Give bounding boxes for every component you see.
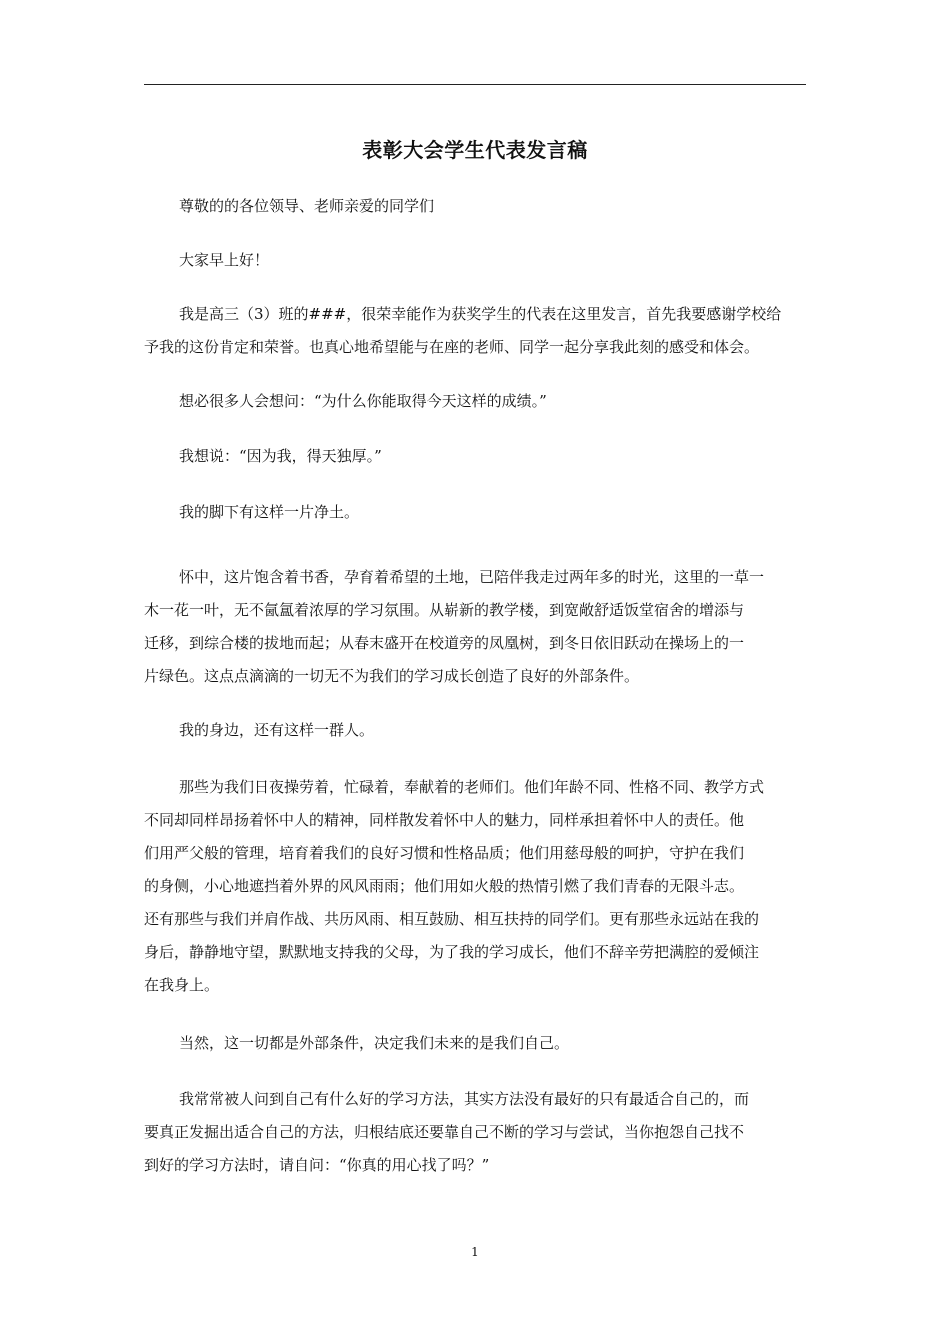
paragraph-ourselves — [144, 1027, 809, 1060]
page-number: 1 — [471, 1245, 479, 1259]
paragraph-line: 想必很多人会想问：“为什么你能取得今天这样的成绩。” — [179, 392, 547, 410]
paragraph-teachers — [144, 771, 809, 1002]
paragraph-line: 们用严父般的管理，培育着我们的良好习惯和性格品质；他们用慈母般的呵护，守护在我们 — [144, 844, 745, 862]
paragraph-line: 到好的学习方法时，请自问：“你真的用心找了吗？” — [144, 1156, 490, 1174]
paragraph-line: 我是高三（3）班的###，很荣幸能作为获奖学生的代表在这里发言，首先我要感谢学校给 — [179, 305, 782, 323]
paragraph-introduction — [144, 298, 809, 364]
paragraph-line: 在我身上。 — [144, 976, 220, 994]
paragraph-line: 我常常被人问到自己有什么好的学习方法，其实方法没有最好的只有最适合自己的，而 — [179, 1090, 750, 1108]
paragraph-line: 迁移，到综合楼的拔地而起；从春末盛开在校道旁的凤凰树，到冬日依旧跃动在操场上的一 — [144, 634, 745, 652]
paragraph-line: 我的身边，还有这样一群人。 — [179, 721, 375, 739]
paragraph-line: 要真正发掘出适合自己的方法，归根结底还要靠自己不断的学习与尝试，当你抱怨自己找不 — [144, 1123, 745, 1141]
paragraph-line: 大家早上好！ — [179, 251, 270, 269]
paragraph-line: 怀中，这片饱含着书香，孕育着希望的土地，已陪伴我走过两年多的时光，这里的一草一 — [179, 568, 765, 586]
paragraph-line: 片绿色。这点点滴滴的一切无不为我们的学习成长创造了良好的外部条件。 — [144, 667, 640, 685]
paragraph-good-morning — [144, 244, 809, 277]
paragraph-line: 的身侧，小心地遮挡着外界的风风雨雨；他们用如火般的热情引燃了我们青春的无限斗志。 — [144, 877, 745, 895]
paragraph-line: 那些为我们日夜操劳着，忙碌着，奉献着的老师们。他们年龄不同、性格不同、教学方式 — [179, 778, 765, 796]
paragraph-line: 当然，这一切都是外部条件，决定我们未来的是我们自己。 — [179, 1034, 570, 1052]
paragraph-line: 予我的这份肯定和荣誉。也真心地希望能与在座的老师、同学一起分享我此刻的感受和体会。 — [144, 338, 760, 356]
paragraph-study-method — [144, 1083, 809, 1182]
paragraph-line: 我想说：“因为我，得天独厚。” — [179, 447, 382, 465]
paragraph-line: 身后，静静地守望，默默地支持我的父母，为了我的学习成长，他们不辞辛劳把满腔的爱倾注 — [144, 943, 760, 961]
paragraph-line: 尊敬的的各位领导、老师亲爱的同学们 — [179, 197, 435, 215]
paragraph-greeting — [144, 190, 809, 223]
paragraph-people — [144, 714, 809, 747]
paragraph-line: 木一花一叶，无不氤氲着浓厚的学习氛围。从崭新的教学楼，到宽敞舒适饭堂宿舍的增添与 — [144, 601, 745, 619]
paragraph-pure-land — [144, 496, 809, 529]
paragraph-line: 不同却同样昂扬着怀中人的精神，同样散发着怀中人的魅力，同样承担着怀中人的责任。他 — [144, 811, 745, 829]
document-title: 表彰大会学生代表发言稿 — [362, 138, 588, 162]
paragraph-question — [144, 385, 809, 418]
paragraph-campus — [144, 561, 809, 693]
paragraph-answer — [144, 440, 809, 473]
paragraph-line: 还有那些与我们并肩作战、共历风雨、相互鼓励、相互扶持的同学们。更有那些永远站在我的 — [144, 910, 760, 928]
paragraph-line: 我的脚下有这样一片净土。 — [179, 503, 360, 521]
header-rule — [144, 84, 806, 85]
